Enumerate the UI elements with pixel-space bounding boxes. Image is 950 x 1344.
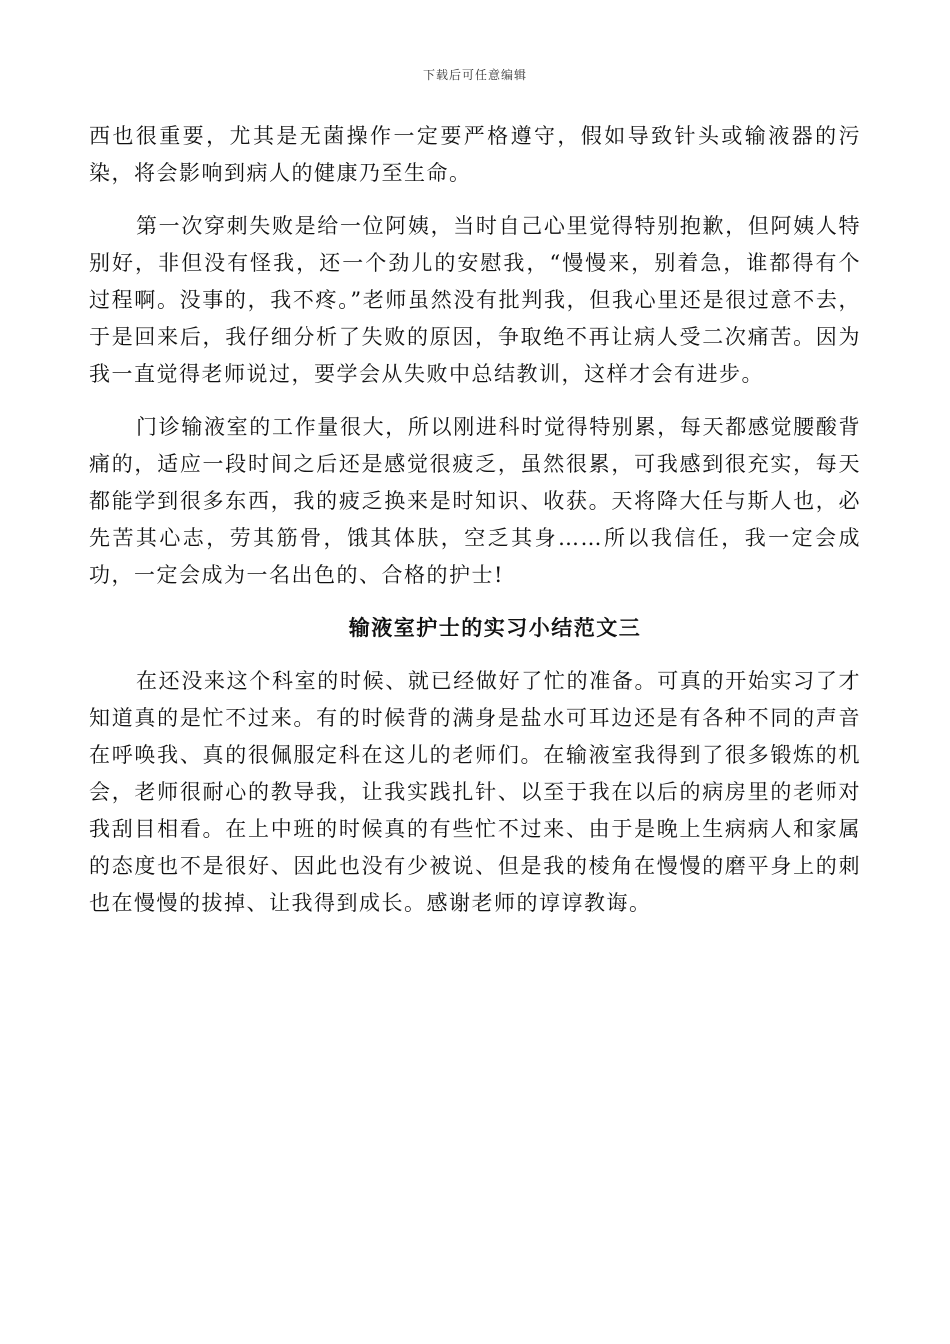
paragraph-spacer [89,647,861,663]
document-body [89,118,861,922]
page-header: 下载后可任意编辑 [422,68,527,82]
paragraph-spacer [89,393,861,409]
paragraph-1: 西也很重要，尤其是无菌操作一定要严格遵守，假如导致针头或输液器的污染，将会影响到病人的健康乃至生命。 [89,124,861,185]
section-title: 输液室护士的实习小结范文三 [348,616,642,640]
paragraph-3: 门诊输液室的工作量很大，所以刚进科时觉得特别累，每天都感觉腰酸背痛的，适应一段时间之后还是感觉很疲乏，虽然很累，可我感到很充实，每天都能学到很多东西，我的疲乏换来是时知识、收获。天将降大任与斯人也，必先苦其心志，劳其筋骨，饿其体肤，空乏其身……所以我信任，我一定会成功，一定会成为一名出色的、合格的护士! [89,415,861,587]
section-paragraph: 在还没来这个科室的时候、就已经做好了忙的准备。可真的开始实习了才知道真的是忙不过来。有的时候背的满身是盐水可耳边还是有各种不同的声音在呼唤我、真的很佩服定科在这儿的老师们。在输液室我得到了很多锻炼的机会，老师很耐心的教导我，让我实践扎针、以至于我在以后的病房里的老师对我刮目相看。在上中班的时候真的有些忙不过来、由于是晚上生病病人和家属的态度也不是很好、因此也没有少被说、但是我的棱角在慢慢的磨平身上的刺也在慢慢的拔掉、让我得到成长。感谢老师的谆谆教诲。 [89,669,861,915]
paragraph-spacer [89,192,861,208]
paragraph-2: 第一次穿刺失败是给一位阿姨，当时自己心里觉得特别抱歉，但阿姨人特别好，非但没有怪我，还一个劲儿的安慰我，“慢慢来，别着急，谁都得有个过程啊。没事的，我不疼。”老师虽然没有批判我，但我心里还是很过意不去，于是回来后，我仔细分析了失败的原因，争取绝不再让病人受二次痛苦。因为我一直觉得老师说过，要学会从失败中总结教训，这样才会有进步。 [89,214,861,386]
paragraph-spacer [89,594,861,610]
